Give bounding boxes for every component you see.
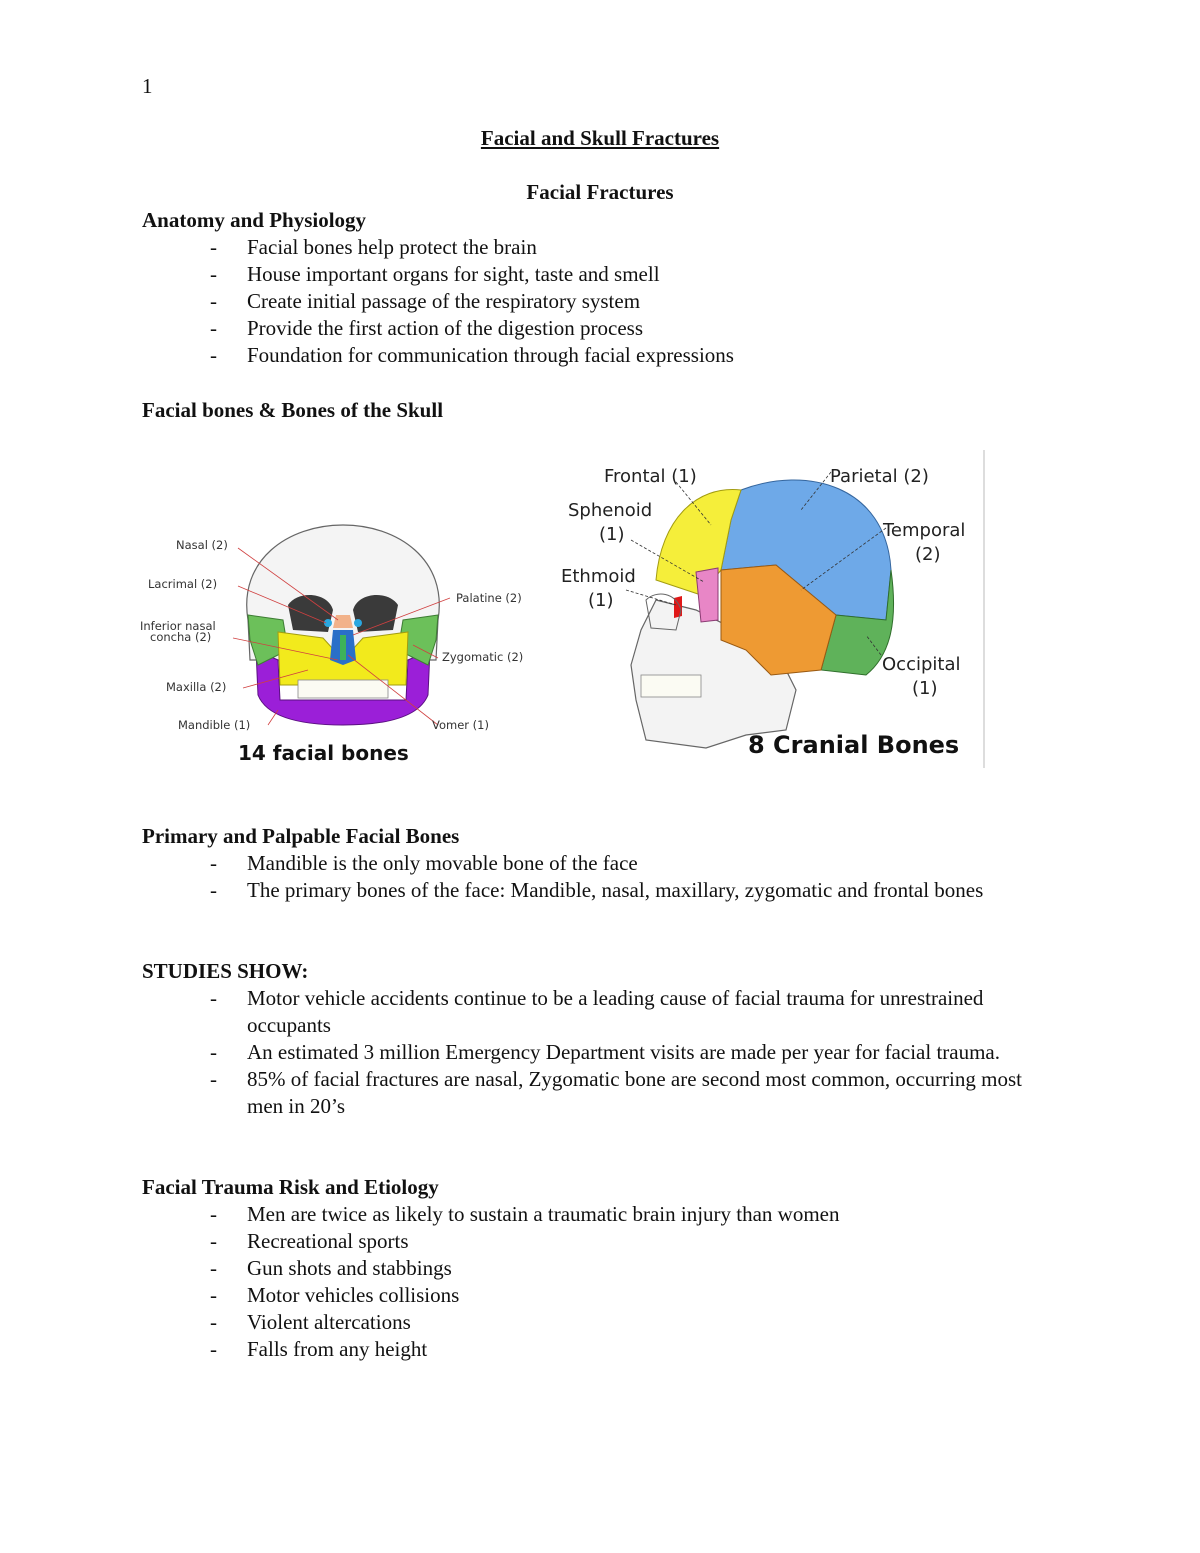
list-item: - House important organs for sight, taste and smell [210, 262, 660, 286]
label-nasal: Nasal (2) [176, 538, 228, 552]
section-heading: STUDIES SHOW: [142, 959, 309, 983]
list-item: - Motor vehicle accidents continue to be a leading cause of facial trauma for unrestrained occupants [210, 986, 984, 1037]
vomer-bone [340, 635, 346, 660]
bullet-list [142, 850, 1042, 904]
label-maxilla: Maxilla (2) [166, 680, 227, 694]
document-title: Facial and Skull Fractures [480, 126, 720, 150]
section-heading: Anatomy and Physiology [142, 208, 367, 232]
bullet-list [142, 1201, 1042, 1363]
label-ethmoid-line2: (1) [588, 590, 614, 611]
facial-bones-figure [138, 520, 546, 770]
teeth [298, 680, 388, 698]
list-item: - Gun shots and stabbings [210, 1256, 452, 1280]
list-item: - Falls from any height [210, 1337, 428, 1361]
label-concha-line2: concha (2) [150, 630, 212, 644]
facial-figure-caption: 14 facial bones [238, 741, 409, 765]
label-temporal-line1: Temporal [883, 520, 966, 541]
label-sphenoid-line1: Sphenoid [568, 500, 653, 521]
list-item: - 85% of facial fractures are nasal, Zygomatic bone are second most common, occurring most men in 20’s [210, 1067, 1022, 1118]
section-heading: Primary and Palpable Facial Bones [142, 824, 460, 848]
label-zygomatic: Zygomatic (2) [442, 650, 524, 664]
page-number: 1 [142, 74, 153, 98]
list-item: - Men are twice as likely to sustain a traumatic brain injury than women [210, 1202, 840, 1226]
label-temporal-line2: (2) [915, 544, 941, 565]
list-item: - Create initial passage of the respiratory system [210, 289, 641, 313]
section-heading: Facial bones & Bones of the Skull [142, 398, 444, 422]
list-item: - Provide the first action of the digestion process [210, 316, 643, 340]
section-studies [142, 958, 1042, 1120]
label-sphenoid-line2: (1) [599, 524, 625, 545]
list-item: - An estimated 3 million Emergency Department visits are made per year for facial trauma. [210, 1040, 1000, 1064]
label-ethmoid-line1: Ethmoid [561, 566, 636, 587]
teeth [641, 675, 701, 697]
section-heading: Facial Trauma Risk and Etiology [142, 1175, 439, 1199]
list-item: - Mandible is the only movable bone of the face [210, 851, 638, 875]
list-item: - Foundation for communication through facial expressions [210, 343, 734, 367]
label-occipital-line2: (1) [912, 678, 938, 699]
label-palatine: Palatine (2) [456, 591, 522, 605]
cranial-bones-figure [546, 450, 986, 770]
label-lacrimal: Lacrimal (2) [148, 577, 218, 591]
section-anatomy [142, 207, 1042, 369]
document-subtitle: Facial Fractures [526, 180, 674, 204]
list-item: - The primary bones of the face: Mandible, nasal, maxillary, zygomatic and frontal bones [210, 878, 984, 902]
label-concha-line1: Inferior nasal [140, 619, 216, 633]
list-item: - Recreational sports [210, 1229, 409, 1253]
list-item: - Motor vehicles collisions [210, 1283, 460, 1307]
list-item: - Facial bones help protect the brain [210, 235, 537, 259]
nasal-bone [333, 615, 353, 628]
label-parietal: Parietal (2) [830, 466, 929, 487]
section-bones [142, 397, 1042, 424]
label-frontal: Frontal (1) [604, 466, 697, 487]
label-vomer: Vomer (1) [432, 718, 489, 732]
label-occipital-line1: Occipital [882, 654, 961, 675]
section-primary-bones [142, 823, 1042, 904]
label-mandible: Mandible (1) [178, 718, 251, 732]
lacrimal-bone [354, 619, 362, 627]
cranial-figure-caption: 8 Cranial Bones [748, 731, 960, 759]
bullet-list [142, 234, 1042, 369]
section-risk [142, 1174, 1042, 1363]
bullet-list [142, 985, 1042, 1120]
list-item: - Violent altercations [210, 1310, 411, 1334]
